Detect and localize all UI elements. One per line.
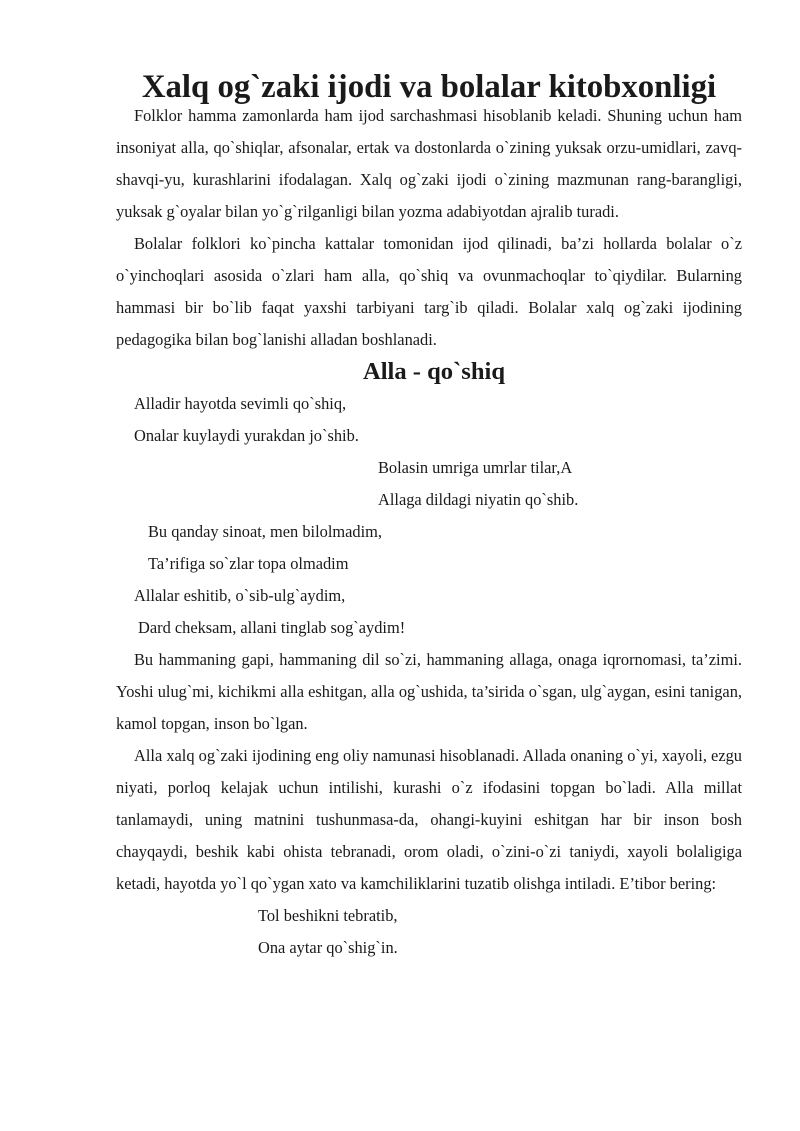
paragraph-bolalar-folklori: Bolalar folklori ko`pincha kattalar tomonidan ijod qilinadi, ba’zi hollarda bolalar o`z o`yinchoqlari asosida o`zlari ham alla, qo`shiq va ovunmachoqlar to`qiydilar. Bularning hammasi bir bo`lib faqat yaxshi tarbiyani targ`ib qiladi. Bolalar xalq og`zaki ijodining pedagogika bilan bog`lanishi alladan boshlanadi.: [116, 234, 742, 349]
poem-line: Alladir hayotda sevimli qo`shiq,: [134, 394, 347, 413]
poem-line: Dard cheksam, allani tinglab sog`aydim!: [138, 618, 406, 637]
poem-line: Tol beshikni tebratib,: [258, 906, 398, 925]
poem-line: Bu qanday sinoat, men bilolmadim,: [148, 522, 382, 541]
paragraph-hammaning-gapi: Bu hammaning gapi, hammaning dil so`zi, hammaning allaga, onaga iqrornomasi, ta’zimi. Yoshi ulug`mi, kichikmi alla eshitgan, alla og`ushida, ta’sirida o`sgan, ulg`aygan, esini tanigan, kamol topgan, inson bo`lgan.: [116, 650, 742, 733]
document-title: Xalq og`zaki ijodi va bolalar kitobxonligi: [141, 69, 717, 105]
poem-line: Ta’rifiga so`zlar topa olmadim: [148, 554, 349, 573]
document-page: [116, 69, 742, 964]
poem-line: Bolasin umriga umrlar tilar,A: [378, 458, 573, 477]
poem-line: Ona aytar qo`shig`in.: [258, 938, 398, 957]
paragraph-folklor: Folklor hamma zamonlarda ham ijod sarchashmasi hisoblanib keladi. Shuning uchun ham insoniyat alla, qo`shiqlar, afsonalar, ertak va dostonlarda o`zining yuksak orzu-umidlari, zavq-shavqi-yu, kurashlarini ifodalagan. Xalq og`zaki ijodi o`zining mazmunan rang-barangligi, yuksak g`oyalar bilan yo`g`rilganligi bilan yozma adabiyotdan ajralib turadi.: [116, 106, 742, 221]
poem-ending: [116, 900, 742, 964]
poem-line: Allaga dildagi niyatin qo`shib.: [378, 490, 579, 509]
poem-line: Onalar kuylaydi yurakdan jo`shib.: [134, 426, 359, 445]
paragraph-alla-namunasi: Alla xalq og`zaki ijodining eng oliy namunasi hisoblanadi. Allada onaning o`yi, xayoli, ezgu niyati, porloq kelajak uchun intilishi, kurashi o`z ifodasini topgan bo`ladi. Alla millat tanlamaydi, uning matnini tushunmasa-da, ohangi-kuyini eshitgan har bir inson bosh chayqaydi, beshik kabi ohista tebranadi, orom oladi, o`zini-o`zi taniydi, xayoli bolaligiga ketadi, hayotda yo`l qo`ygan xato va kamchiliklarini tuzatib olishga intiladi. E’tibor bering:: [116, 746, 742, 893]
poem-line: Allalar eshitib, o`sib-ulg`aydim,: [134, 586, 346, 605]
poem-alla: [116, 388, 742, 644]
section-subtitle: Alla - qo`shiq: [362, 358, 506, 385]
